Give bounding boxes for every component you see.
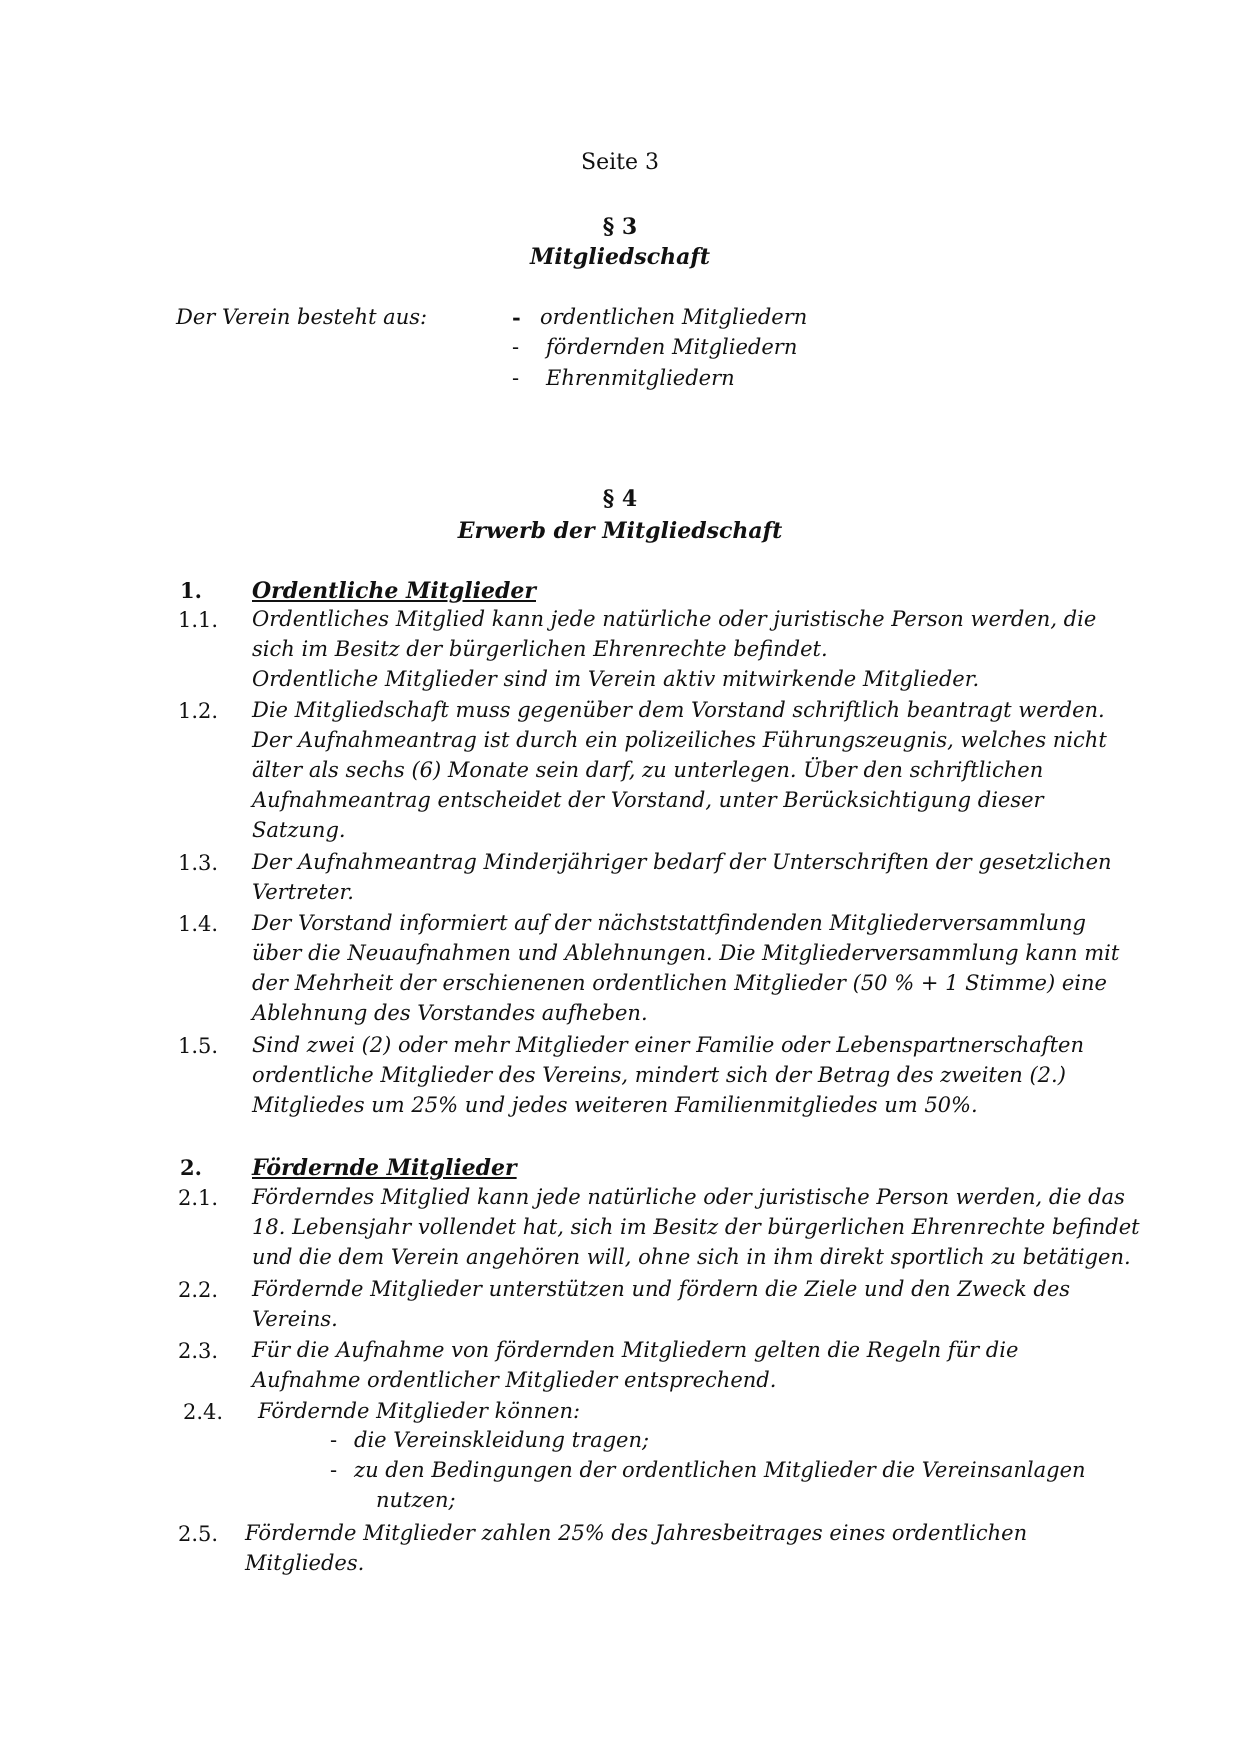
- item-2-3: [252, 1335, 1092, 1395]
- item-number: 1.4.: [178, 912, 219, 936]
- item-number: 1.3.: [178, 851, 219, 875]
- text-line: Fördernde Mitglieder zahlen 25% des Jahresbeitrages eines ordentlichen: [245, 1521, 1028, 1545]
- item-1-2: [252, 695, 1107, 845]
- text-line: ordentliche Mitglieder des Vereins, mindert sich der Betrag des zweiten (2.): [252, 1063, 1066, 1087]
- text-line: Die Mitgliedschaft muss gegenüber dem Vorstand schriftlich beantragt werden.: [252, 698, 1105, 722]
- benefit-2: zu den Bedingungen der ordentlichen Mitglieder die Vereinsanlagen: [354, 1458, 1086, 1482]
- item-2-5: [245, 1518, 1085, 1578]
- list-dash: -: [512, 305, 521, 330]
- text-line: sich im Besitz der bürgerlichen Ehrenrechte befindet.: [252, 637, 828, 661]
- item-number: 2.4.: [183, 1400, 224, 1424]
- member-type-2: fördernden Mitgliedern: [546, 335, 798, 359]
- list-dash: -: [512, 366, 520, 390]
- text-line: Vertreter.: [252, 880, 354, 904]
- benefit-2-cont: nutzen;: [376, 1488, 456, 1512]
- text-line: Für die Aufnahme von fördernden Mitgliedern gelten die Regeln für die: [252, 1338, 1019, 1362]
- text-line: Ordentliche Mitglieder sind im Verein aktiv mitwirkende Mitglieder.: [252, 667, 980, 691]
- text-line: Aufnahme ordentlicher Mitglieder entsprechend.: [252, 1368, 777, 1392]
- text-line: Förderndes Mitglied kann jede natürliche oder juristische Person werden, die das: [252, 1185, 1125, 1209]
- list-dash: -: [330, 1428, 338, 1452]
- text-line: über die Neuaufnahmen und Ablehnungen. Die Mitgliederversammlung kann mit: [252, 941, 1120, 965]
- benefit-1: die Vereinskleidung tragen;: [354, 1428, 650, 1452]
- item-1-4: [252, 908, 1120, 1028]
- item-1-5: [252, 1030, 1092, 1120]
- item-1-3: [252, 847, 1112, 907]
- text-line: Satzung.: [252, 818, 346, 842]
- paragraph-3-number: § 3: [602, 214, 638, 240]
- item-2-2: [252, 1274, 1092, 1334]
- section-2-number: 2.: [180, 1155, 202, 1180]
- page-number: Seite 3: [581, 150, 659, 175]
- text-line: Mitgliedes.: [245, 1551, 365, 1575]
- section-2-title: Fördernde Mitglieder: [252, 1155, 517, 1181]
- text-line: Der Aufnahmeantrag Minderjähriger bedarf der Unterschriften der gesetzlichen: [252, 850, 1112, 874]
- text-line: 18. Lebensjahr vollendet hat, sich im Besitz der bürgerlichen Ehrenrechte befindet: [252, 1215, 1140, 1239]
- text-line: Aufnahmeantrag entscheidet der Vorstand, unter Berücksichtigung dieser: [252, 788, 1044, 812]
- list-dash: -: [330, 1458, 338, 1482]
- item-number: 1.5.: [178, 1034, 219, 1058]
- text-line: Sind zwei (2) oder mehr Mitglieder einer Familie oder Lebenspartnerschaften: [252, 1033, 1084, 1057]
- item-number: 2.2.: [178, 1278, 219, 1302]
- item-2-4: [258, 1396, 1098, 1426]
- text-line: Der Aufnahmeantrag ist durch ein polizeiliches Führungszeugnis, welches nicht: [252, 728, 1107, 752]
- text-line: und die dem Verein angehören will, ohne sich in ihm direkt sportlich zu betätigen.: [252, 1245, 1131, 1269]
- item-number: 2.5.: [178, 1522, 219, 1546]
- paragraph-4-number: § 4: [602, 486, 638, 512]
- member-type-1: ordentlichen Mitgliedern: [540, 305, 808, 329]
- list-dash: -: [512, 335, 520, 359]
- text-line: Fördernde Mitglieder unterstützen und fördern die Ziele und den Zweck des: [252, 1277, 1071, 1301]
- text-line: Fördernde Mitglieder können:: [258, 1399, 581, 1423]
- text-line: Ordentliches Mitglied kann jede natürliche oder juristische Person werden, die: [252, 607, 1097, 631]
- text-line: Vereins.: [252, 1307, 338, 1331]
- paragraph-3-title: Mitgliedschaft: [529, 244, 710, 270]
- item-number: 2.1.: [178, 1186, 219, 1210]
- paragraph-4-title: Erwerb der Mitgliedschaft: [457, 518, 783, 544]
- section-1-title: Ordentliche Mitglieder: [252, 578, 536, 604]
- member-type-3: Ehrenmitgliedern: [546, 366, 735, 390]
- item-number: 2.3.: [178, 1339, 219, 1363]
- item-1-1: [252, 604, 1097, 694]
- item-2-1: [252, 1182, 1140, 1272]
- membership-intro: Der Verein besteht aus:: [176, 305, 428, 329]
- text-line: der Mehrheit der erschienenen ordentlichen Mitglieder (50 % + 1 Stimme) eine: [252, 971, 1107, 995]
- text-line: älter als sechs (6) Monate sein darf, zu unterlegen. Über den schriftlichen: [252, 758, 1044, 782]
- text-line: Ablehnung des Vorstandes aufheben.: [252, 1001, 648, 1025]
- item-number: 1.1.: [178, 608, 219, 632]
- text-line: Mitgliedes um 25% und jedes weiteren Familienmitgliedes um 50%.: [252, 1093, 978, 1117]
- section-1-number: 1.: [180, 578, 202, 603]
- text-line: Der Vorstand informiert auf der nächststattfindenden Mitgliederversammlung: [252, 911, 1086, 935]
- item-number: 1.2.: [178, 699, 219, 723]
